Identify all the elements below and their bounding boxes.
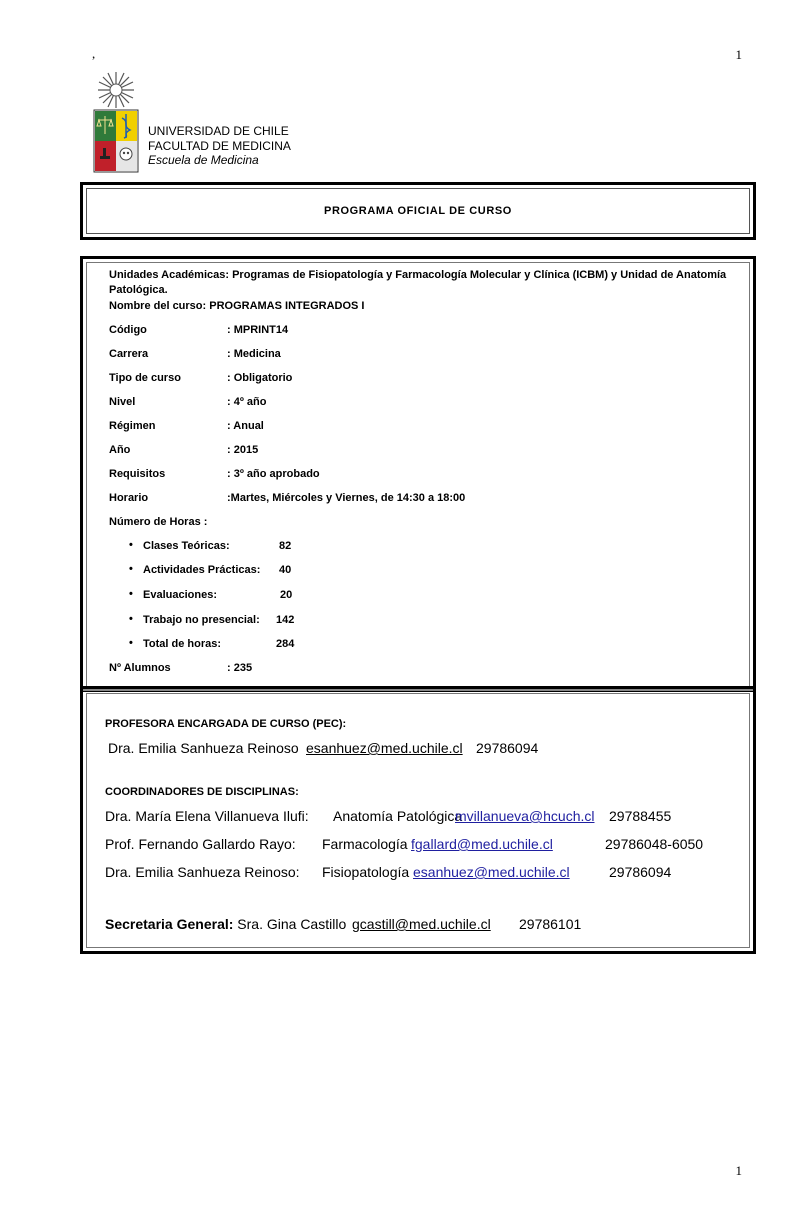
field-value: :Martes, Miércoles y Viernes, de 14:30 a 18:00 — [227, 492, 466, 504]
field-label: Tipo de curso — [109, 372, 181, 384]
hours-value: 40 — [279, 564, 292, 576]
secretary-name: Sra. Gina Castillo — [237, 916, 347, 932]
coordinator-name: Dra. María Elena Villanueva Ilufi: — [105, 808, 309, 824]
stray-mark: , — [92, 46, 96, 61]
students-label: Nº Alumnos — [109, 662, 171, 674]
coordinator-email-link[interactable]: fgallard@med.uchile.cl — [411, 836, 553, 852]
coordinator-discipline: Anatomía Patológica — [333, 808, 463, 824]
field-label: Código — [109, 324, 147, 336]
hours-heading: Número de Horas : — [109, 516, 208, 528]
secretary-phone: 29786101 — [519, 916, 582, 932]
field-value: : MPRINT14 — [227, 324, 289, 336]
field-value: : Anual — [227, 420, 264, 432]
page-number-top: 1 — [735, 47, 742, 62]
field-row — [109, 444, 259, 456]
page-title: PROGRAMA OFICIAL DE CURSO — [86, 188, 750, 234]
field-row — [109, 468, 320, 480]
bullet-icon: • — [129, 588, 133, 600]
page-number-bottom: 1 — [735, 1163, 742, 1178]
academic-units-line1: Unidades Académicas: Programas de Fisiopatología y Farmacología Molecular y Clínica (ICBM) y Unidad de Anatomía — [109, 269, 727, 281]
coordinator-name: Prof. Fernando Gallardo Rayo: — [105, 836, 296, 852]
contacts-box — [80, 686, 756, 954]
field-value: : 4º año — [227, 396, 267, 408]
hours-label: Clases Teóricas: — [143, 540, 230, 552]
field-row — [109, 324, 289, 336]
pec-phone: 29786094 — [476, 740, 539, 756]
hours-value: 142 — [276, 614, 295, 626]
field-label: Requisitos — [109, 468, 166, 480]
field-label: Horario — [109, 492, 149, 504]
field-row — [109, 420, 264, 432]
coordinators-heading: COORDINADORES DE DISCIPLINAS: — [105, 786, 299, 798]
hours-label: Trabajo no presencial: — [143, 614, 260, 626]
institution-block — [148, 124, 291, 168]
bullet-icon: • — [129, 613, 133, 625]
coordinator-discipline: Fisiopatología — [322, 864, 410, 880]
pec-email-link[interactable]: esanhuez@med.uchile.cl — [306, 740, 463, 756]
bullet-icon: • — [129, 539, 133, 551]
hours-label: Actividades Prácticas: — [143, 564, 261, 576]
hours-label: Total de horas: — [143, 638, 222, 650]
pec-name: Dra. Emilia Sanhueza Reinoso — [108, 740, 299, 756]
field-value: : Medicina — [227, 348, 281, 360]
bullet-icon: • — [129, 637, 133, 649]
field-value: : Obligatorio — [227, 372, 293, 384]
students-value: : 235 — [227, 662, 253, 674]
field-row — [109, 372, 293, 384]
field-value: : 2015 — [227, 444, 259, 456]
students-row — [109, 662, 253, 674]
hours-label: Evaluaciones: — [143, 589, 217, 601]
coordinator-discipline: Farmacología — [322, 836, 408, 852]
hours-value: 20 — [280, 589, 293, 601]
pec-heading: PROFESORA ENCARGADA DE CURSO (PEC): — [105, 718, 347, 730]
coordinator-phone: 29786048-6050 — [605, 836, 704, 852]
bullet-icon: • — [129, 563, 133, 575]
academic-units-line2: Patológica. — [109, 284, 168, 296]
field-label: Carrera — [109, 348, 149, 360]
coordinator-name: Dra. Emilia Sanhueza Reinoso: — [105, 864, 300, 880]
coordinator-email-link[interactable]: mvillanueva@hcuch.cl — [455, 808, 595, 824]
field-label: Régimen — [109, 420, 156, 432]
field-row — [109, 348, 281, 360]
secretary-label: Secretaria General: — [105, 916, 234, 932]
secretary-email-link[interactable]: gcastill@med.uchile.cl — [352, 916, 491, 932]
course-name: Nombre del curso: PROGRAMAS INTEGRADOS I — [109, 300, 365, 312]
coordinator-phone: 29788455 — [609, 808, 672, 824]
university-name: UNIVERSIDAD DE CHILE — [148, 124, 289, 138]
coordinator-phone: 29786094 — [609, 864, 672, 880]
field-value: : 3º año aprobado — [227, 468, 320, 480]
field-label: Año — [109, 444, 131, 456]
school-name: Escuela de Medicina — [148, 153, 259, 167]
title-box — [80, 182, 756, 240]
field-row — [109, 396, 267, 408]
university-crest-icon — [92, 70, 140, 174]
faculty-name: FACULTAD DE MEDICINA — [148, 138, 291, 153]
hours-value: 284 — [276, 638, 295, 650]
field-row — [109, 492, 466, 504]
secretary-row — [105, 916, 346, 932]
hours-value: 82 — [279, 540, 292, 552]
coordinator-email-link[interactable]: esanhuez@med.uchile.cl — [413, 864, 570, 880]
field-label: Nivel — [109, 396, 136, 408]
course-info-box — [80, 256, 756, 692]
